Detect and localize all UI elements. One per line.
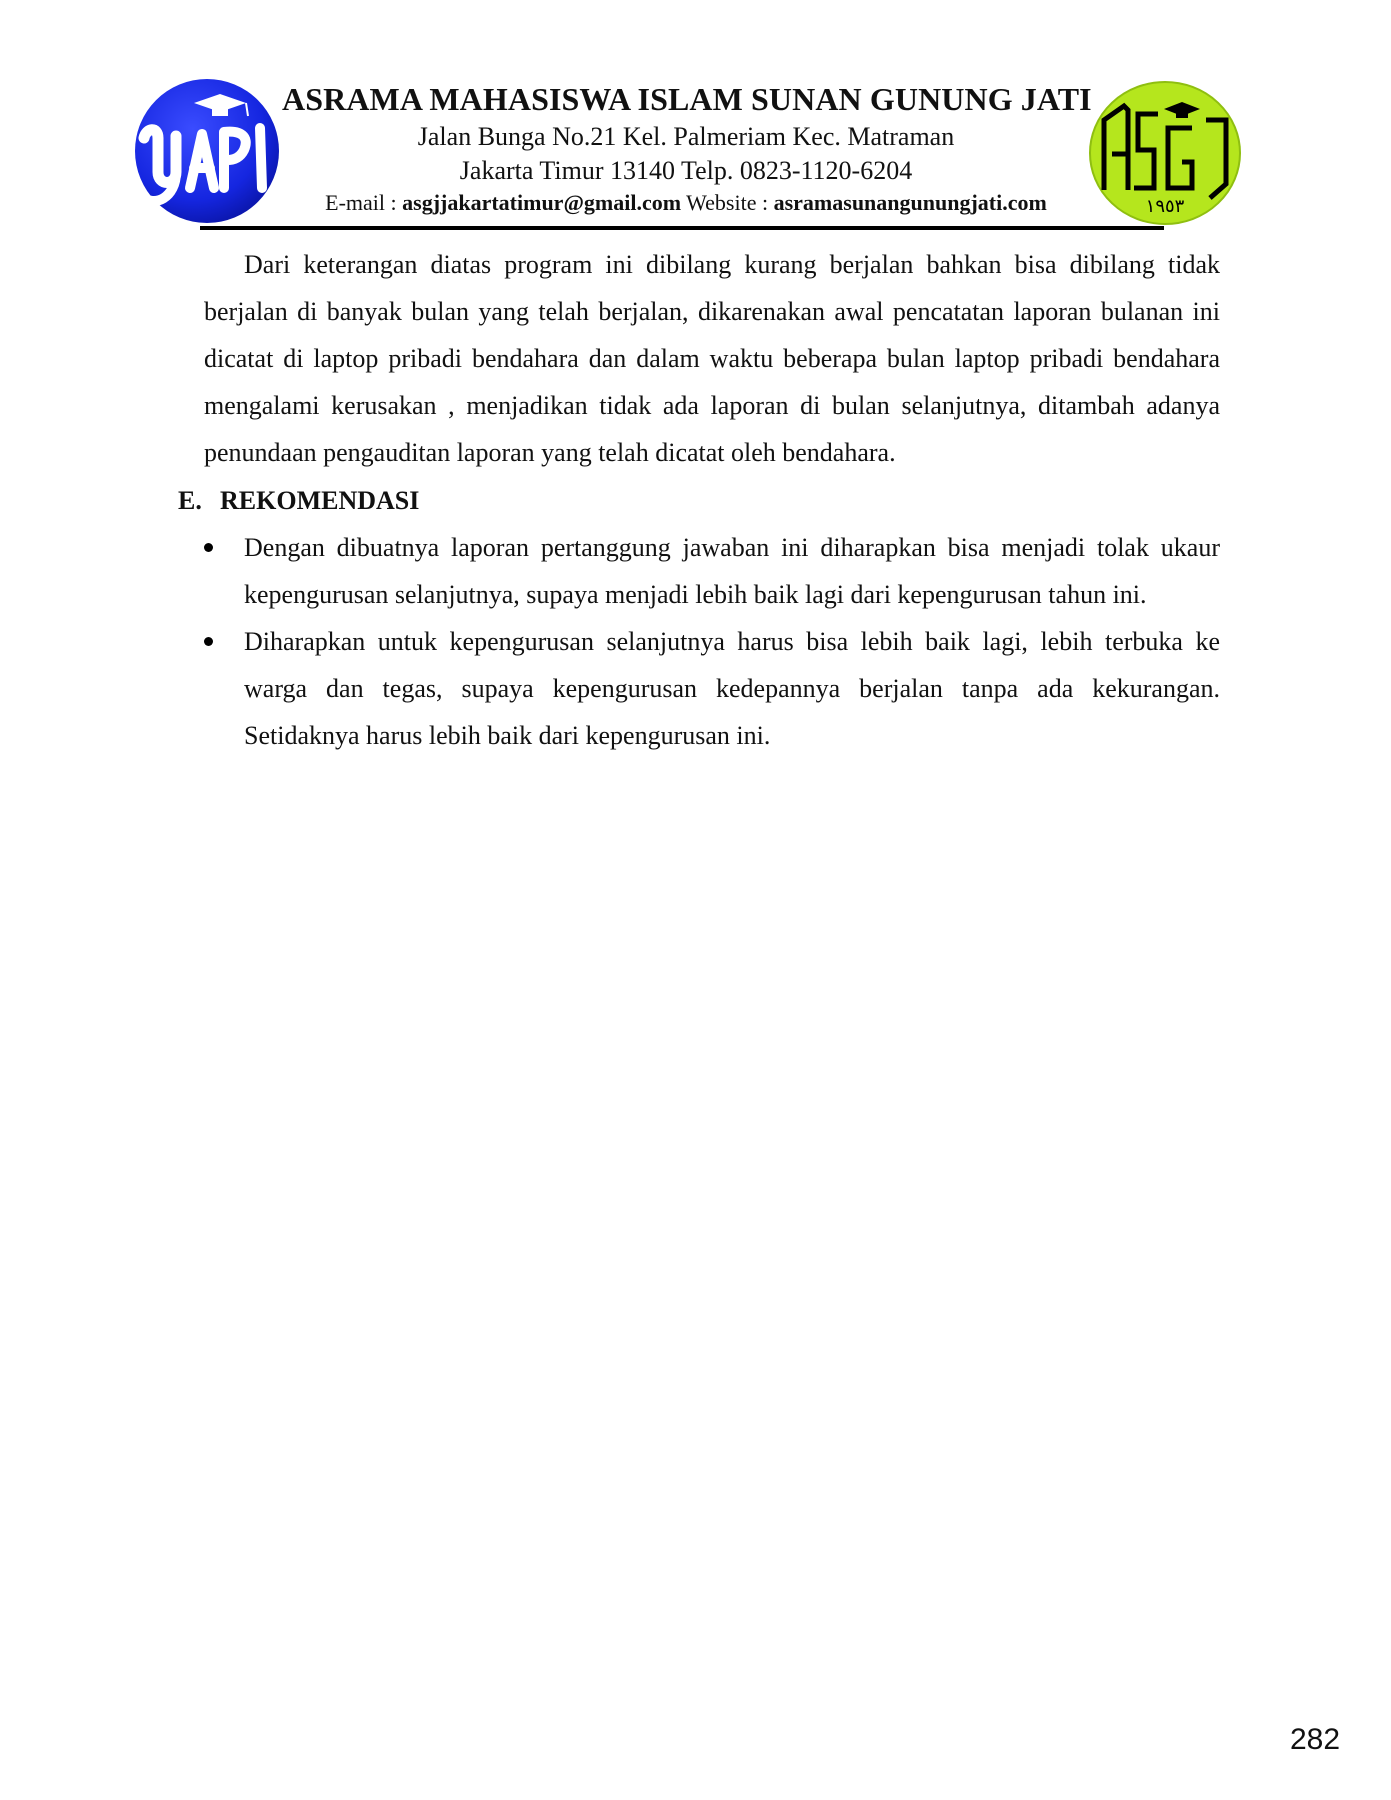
contact-line [282,189,1090,217]
website-address: asramasunangunungjati.com [773,190,1047,215]
list-item [204,618,1220,759]
section-title: REKOMENDASI [220,486,420,515]
institution-title: ASRAMA MAHASISWA ISLAM SUNAN GUNUNG JATI [282,81,1092,117]
section-letter: E. [178,486,202,515]
address-line-2: Jakarta Timur 13140 Telp. 0823-1120-6204 [459,156,913,185]
bullet-icon [204,543,213,552]
email-label: E-mail : [325,190,403,215]
yapi-logo [132,76,282,226]
website-label: Website : [681,190,774,215]
email-address: asgjjakartatimur@gmail.com [402,190,682,215]
list-item-text: Diharapkan untuk kepengurusan selanjutnya harus bisa lebih baik lagi, lebih terbuka ke warga dan tegas, supaya kepengurusan kedepannya berjalan tanpa ada kekurangan. Setidaknya harus lebih baik dari kepengurusan ini. [244,627,1220,750]
asgj-logo [1088,80,1242,226]
address-line-1: Jalan Bunga No.21 Kel. Palmeriam Kec. Matraman [417,122,955,151]
list-item-text: Dengan dibuatnya laporan pertanggung jawaban ini diharapkan bisa menjadi tolak ukaur kepengurusan selanjutnya, supaya menjadi lebih baik lagi dari kepengurusan tahun ini. [244,533,1220,609]
page-number: 282 [1290,1723,1341,1756]
body-paragraph: Dari keterangan diatas program ini dibilang kurang berjalan bahkan bisa dibilang tidak berjalan di banyak bulan yang telah berjalan, dikarenakan awal pencatatan laporan bulanan ini dicatat di laptop pribadi bendahara dan dalam waktu beberapa bulan laptop pribadi bendahara mengalami kerusakan , menjadikan tidak ada laporan di bulan selanjutnya, ditambah adanya penundaan pengauditan laporan yang telah dicatat oleh bendahara. [204,250,1220,467]
asgj-logo-icon [1088,80,1242,226]
logo-year: ١٩٥٣ [1145,196,1185,217]
bullet-icon [204,637,213,646]
list-item [204,524,1220,618]
section-heading [178,477,419,524]
recommendation-list [204,524,1220,759]
letterhead-divider [200,226,1164,230]
yapi-logo-icon [132,76,282,226]
